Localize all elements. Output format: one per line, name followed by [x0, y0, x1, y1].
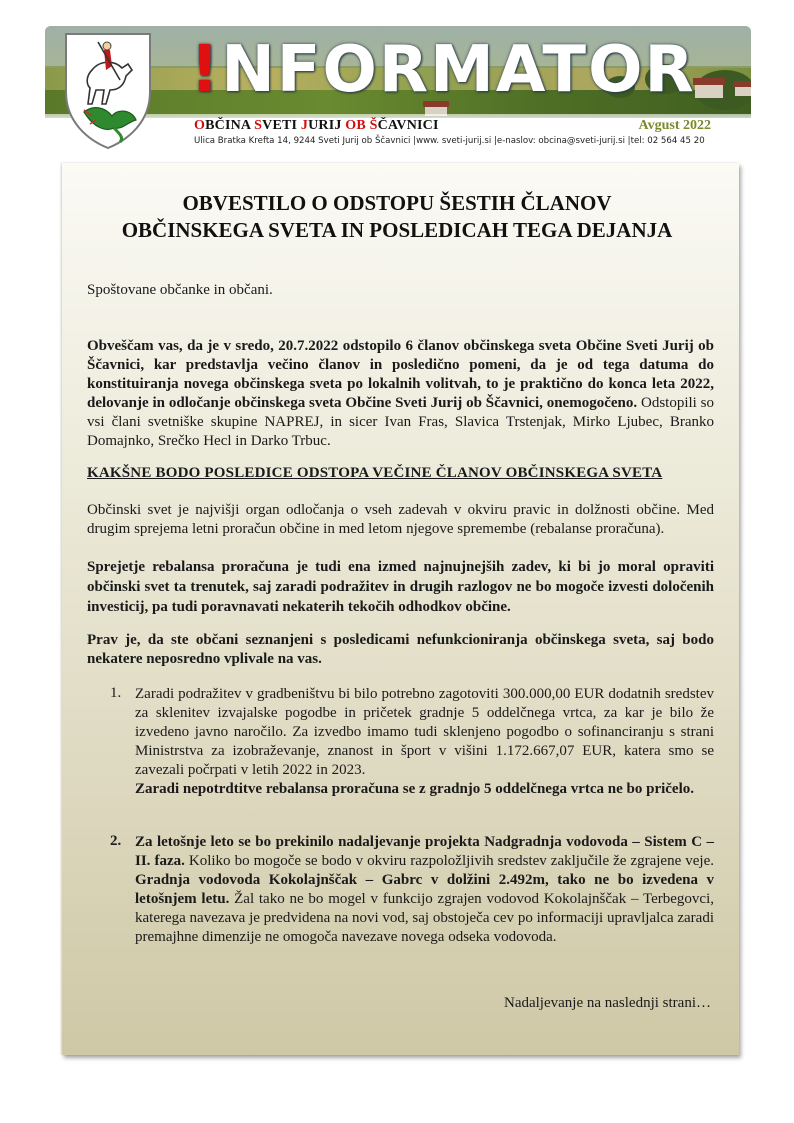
continued-note: Nadaljevanje na naslednji strani… [503, 995, 711, 1011]
greeting: Spoštovane občanke in občani. [87, 282, 273, 298]
municipality-name-part: O [194, 118, 206, 133]
list-item-water-supply: Za letošnje leto se bo prekinilo nadaljevanje projekta Nadgradnja vodovoda – Sistem C – II. faza. Koliko bo mogoče se bodo v okviru razpoložljivih sredstev zaključile že zgrajene veje. Gradnja vodovoda Kokolajnščak – Gabrc v dolžini 2.492m, tako ne bo izvedena v letošnjem letu. Žal tako ne bo mogel v funkcijo zgrajen vodovod Kokolajnščak – Terbegovci, katerega navezava je predvidena na novi vod, saj obstoječa cev po informaciji upravljalca zaradi premajhne dimenzije ne omogoča navezave novega odseka vodovoda. [135, 834, 715, 945]
masthead-title: !NFORMATOR [190, 33, 696, 107]
municipality-name-part: URIJ [308, 118, 346, 133]
municipality-name-part: OB [345, 118, 366, 133]
list-item-kindergarten: Zaradi podražitev v gradbeništvu bi bilo potrebno zagotoviti 300.000,00 EUR dodatnih sredstev za sklenitev izvajalske pogodbe in pričetek gradnje 5 oddelčnega vrtca, za kar je bilo že izvedeno javno naročilo. Za izvedbo imamo tudi sklenjeno pogodbo o sofinanciranju s strani Ministrstva za izobraževanje, znanost in šport v višini 1.172.667,07 EUR, katera smo se zavezali počrpati v letih 2022 in 2023. Zaradi nepotrdtitve rebalansa proračuna se z gradnjo 5 oddelčnega vrtca ne bo pričelo. [135, 686, 714, 797]
list-number-1: 1. [110, 685, 122, 701]
municipality-name-part: VETI [262, 118, 301, 133]
intro-paragraph: Obveščam vas, da je v sredo, 20.7.2022 odstopilo 6 članov občinskega sveta Občine Sveti Jurij ob Ščavnici, kar predstavlja večino članov in posledično pomeni, da je od tega datuma do konstituiranja novega občinskega sveta po lokalnih volitvah, to je praktično do konca leta 2022, delovanje in odločanje občinskega sveta Občine Sveti Jurij ob Ščavnici, onemogočeno. Odstopili so vsi člani svetniške skupine NAPREJ, in sicer Ivan Fras, Slavica Trstenjak, Mirko Ljubec, Branko Domajnko, Srečko Hecl in Darko Trbuc. [87, 338, 715, 449]
municipality-name [194, 118, 439, 134]
consequences-paragraph: Prav je, da ste občani seznanjeni s posledicami nefunkcioniranja občinskega sveta, saj bodo nekatere neposredno vplivale na vas. [87, 632, 714, 667]
council-paragraph: Občinski svet je najvišji organ odločanja o vseh zadevah v okviru pravic in dolžnosti občine. Med drugim sprejema letni proračun občine in med letom njegove spremembe (rebalanse proračuna). [87, 502, 714, 537]
municipality-name-part: ČAVNICI [377, 118, 439, 133]
contact-line: Ulica Bratka Krefta 14, 9244 Sveti Jurij ob Ščavnici |www. sveti-jurij.si |e-naslov: obcina@sveti-jurij.si |tel: 02 564 45 20 [194, 136, 705, 146]
municipality-name-part: BČINA [205, 118, 255, 133]
section-heading: KAKŠNE BODO POSLEDICE ODSTOPA VEČINE ČLANOV OBČINSKEGA SVETA [87, 465, 663, 481]
rebalance-paragraph: Sprejetje rebalansa proračuna je tudi ena izmed najnujnejših zadev, ki bi jo moral opraviti občinski svet ta trenutek, saj zaradi podražitev in drugih razlogov ne bo mogoče izvesti določenih investicij, pa tudi poravnavati nekaterih tekočih odhodkov občine. [87, 559, 714, 615]
issue-date: Avgust 2022 [638, 118, 711, 133]
st-george-dragon-crest-icon [62, 30, 154, 150]
municipality-name-part: J [300, 118, 309, 133]
article-title: OBVESTILO O ODSTOPU ŠESTIH ČLANOV OBČINSKEGA SVETA IN POSLEDICAH TEGA DEJANJA [121, 191, 673, 242]
list-number-2: 2. [110, 833, 122, 849]
municipality-name-part: S [254, 118, 263, 133]
municipality-name-part: Š [369, 118, 378, 133]
